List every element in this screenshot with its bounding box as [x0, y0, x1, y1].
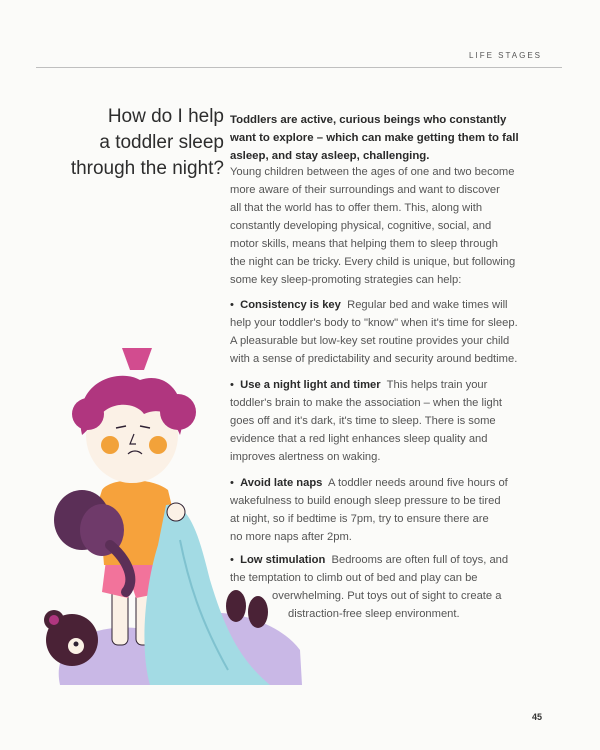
- lead-line: want to explore – which can make getting them to fall: [230, 132, 519, 144]
- tip-text: This helps train your: [386, 379, 488, 391]
- tip-text: improves alertness on waking.: [230, 451, 381, 463]
- tip-text: Regular bed and wake times will: [347, 299, 508, 311]
- intro-line: more aware of their surroundings and want to discover: [230, 184, 500, 196]
- intro-paragraph: [230, 163, 550, 289]
- intro-line: Young children between the ages of one and two become: [230, 166, 515, 178]
- intro-line: all that the world has to offer them. This, along with: [230, 202, 483, 214]
- tip-text: the temptation to climb out of bed and play can be: [230, 572, 478, 584]
- tip-text: overwhelming. Put toys out of sight to create a: [272, 590, 502, 602]
- bullet: •: [230, 379, 234, 391]
- tip-text: A toddler needs around five hours of: [328, 477, 508, 489]
- intro-line: constantly developing physical, cognitive, social, and: [230, 220, 492, 232]
- tip-text: help your toddler's body to "know" when it's time for sleep.: [230, 317, 518, 329]
- lead-line: asleep, and stay asleep, challenging.: [230, 150, 430, 162]
- header-rule: [36, 67, 562, 68]
- title-line: a toddler sleep: [99, 132, 224, 153]
- tip-text: Bedrooms are often full of toys, and: [331, 554, 509, 566]
- lead-paragraph: [230, 111, 548, 165]
- intro-line: motor skills, means that helping them to sleep through: [230, 238, 499, 250]
- tip-text: evidence that a red light enhances sleep quality and: [230, 433, 488, 445]
- hair-bun-right: [160, 394, 196, 430]
- bullet: •: [230, 477, 234, 489]
- hair-bun-left: [72, 398, 104, 430]
- tip-text: at night, so if bedtime is 7pm, try to ensure there are: [230, 513, 489, 525]
- toddler-with-teddy-and-blanket-icon: [40, 340, 310, 685]
- toddler-illustration-svg: [40, 340, 310, 685]
- foot: [248, 596, 268, 628]
- tip-text: A pleasurable but low-key set routine provides your child: [230, 335, 510, 347]
- bullet: •: [230, 299, 234, 311]
- tip-text: distraction-free sleep environment.: [288, 608, 460, 620]
- bullet: •: [230, 554, 234, 566]
- hair-bow: [122, 348, 152, 370]
- foot: [226, 590, 246, 622]
- tip-text: goes off and it's dark, it's time to sleep. There is some: [230, 415, 496, 427]
- title-line: through the night?: [70, 158, 224, 179]
- tip-text: with a sense of predictability and security around bedtime.: [230, 353, 518, 365]
- tip-text: wakefulness to build enough sleep pressure to be tired: [230, 495, 501, 507]
- cheek-left: [101, 436, 119, 454]
- cheek-right: [149, 436, 167, 454]
- teddy-nose: [74, 642, 79, 647]
- tip-text: toddler's brain to make the association – when the light: [230, 397, 503, 409]
- page-title: [36, 104, 224, 182]
- tip-heading: Consistency is key: [240, 299, 341, 311]
- page-number: 45: [531, 712, 542, 722]
- intro-line: the night can be tricky. Every child is unique, but following: [230, 256, 516, 268]
- hand: [167, 503, 185, 521]
- teddy-ear-inner: [49, 615, 59, 625]
- section-label: LIFE STAGES: [469, 51, 542, 60]
- tip-heading: Use a night light and timer: [240, 379, 381, 391]
- tip-heading: Avoid late naps: [240, 477, 323, 489]
- tip-heading: Low stimulation: [240, 554, 326, 566]
- intro-line: some key sleep-promoting strategies can help:: [230, 274, 462, 286]
- lead-line: Toddlers are active, curious beings who constantly: [230, 114, 507, 126]
- title-line: How do I help: [107, 106, 224, 127]
- tip-text: no more naps after 2pm.: [230, 531, 352, 543]
